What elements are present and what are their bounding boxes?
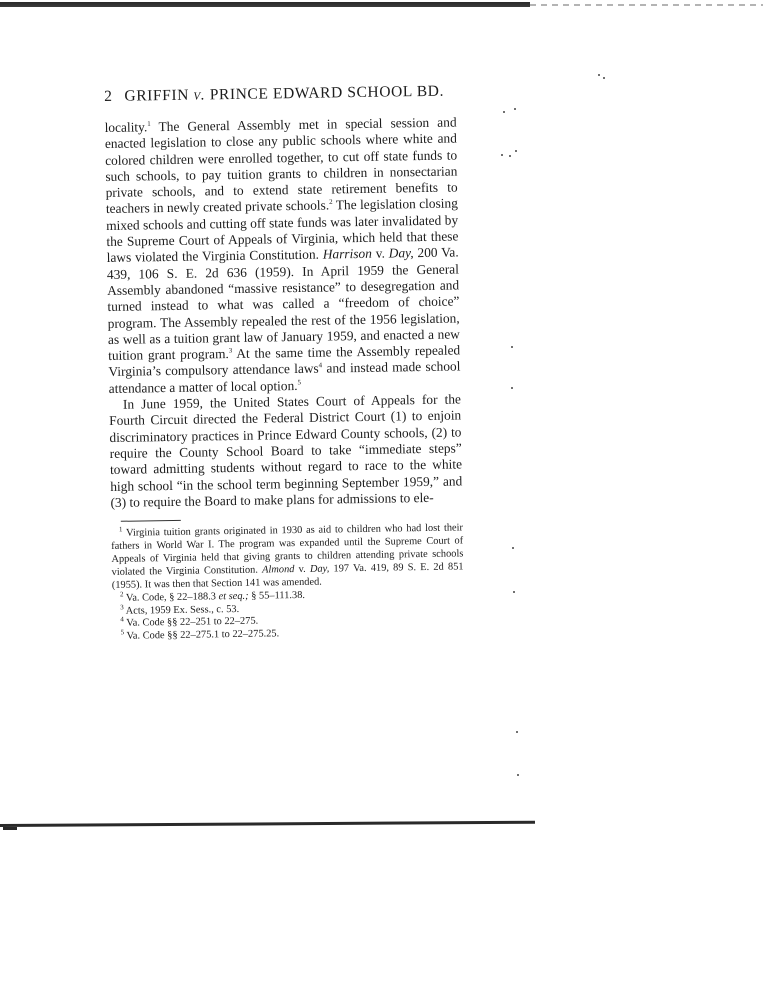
text-run: Acts, 1959 Ex. Sess., c. 53. — [123, 603, 240, 617]
case-name: Day, — [388, 245, 414, 261]
text-run: Va. Code §§ 22–275.1 to 22–275.25. — [124, 628, 280, 643]
scan-top-border — [0, 2, 530, 7]
scan-bottom-border — [0, 821, 535, 827]
text-run: Va. Code, § 22–188.3 — [123, 590, 219, 604]
case-name: Almond — [262, 563, 295, 576]
footnotes — [111, 523, 465, 645]
text-run: 197 Va. 419, 89 S. E. 2d 851 (1955). It was then that Section 141 was amended. — [111, 561, 464, 591]
footnote-ref: 4 — [318, 361, 323, 370]
footnote-number: 3 — [120, 602, 124, 611]
text-run: Virginia tuition grants originated in 1930 as aid to children who had lost their fathers in World War I. The program was expanded until the Supreme Court of Appeals of Virginia held that giving grants to children attending private schools violated the Virginia Constitution. — [111, 522, 464, 578]
scan-bottom-mark — [3, 827, 17, 830]
scan-speck — [511, 346, 513, 348]
footnote-number: 5 — [120, 628, 125, 637]
case-title-v: v. — [193, 86, 206, 104]
scan-speck — [512, 547, 514, 549]
scan-speck — [514, 108, 516, 110]
paragraph-1 — [105, 114, 461, 397]
case-title-part2: PRINCE EDWARD SCHOOL BD. — [209, 82, 445, 104]
case-title-part1: GRIFFIN — [124, 86, 190, 105]
scan-speck — [513, 591, 515, 593]
footnote-ref: 1 — [147, 119, 151, 128]
footnote-ref: 3 — [228, 346, 233, 355]
citation-italic: et seq.; — [218, 590, 249, 602]
scan-speck — [516, 731, 518, 733]
scan-speck — [503, 111, 505, 113]
footnote-1 — [111, 523, 464, 593]
case-title — [124, 83, 444, 106]
page-number: 2 — [104, 87, 113, 105]
text-run: locality. — [104, 119, 148, 135]
scan-speck — [598, 74, 600, 76]
text-run: At the same time the Assembly repealed Virginia’s compulsory attendance laws — [108, 342, 461, 380]
case-name: Day, — [309, 563, 330, 575]
scan-speck — [515, 150, 517, 152]
footnote-number: 4 — [120, 615, 124, 624]
text-run: Va. Code §§ 22–251 to 22–275. — [123, 616, 259, 630]
scan-speck — [501, 154, 503, 156]
footnote-ref: 2 — [329, 198, 333, 207]
text-run: v. — [294, 563, 311, 575]
running-header — [104, 82, 456, 106]
document-page — [104, 82, 465, 644]
footnote-ref: 5 — [297, 378, 302, 387]
text-run: 200 Va. 439, 106 S. E. 2d 636 (1959). In April 1959 the General Assembly abandoned “massive resistance” to desegregation and turned instead to what was called a “freedom of choice” program. The Assembly repealed the rest of the 1956 legislation, as well as a tuition grant law of January 1959, and enacted a new tuition grant program. — [106, 244, 461, 364]
paragraph-2: In June 1959, the United States Court of Appeals for the Fourth Circuit directed the Federal District Court (1) to enjoin discriminatory practices in Prince Edward County schools, (2) to require the County School Board to take “immediate steps” toward admitting students without regard to race to the white high school “in the school term beginning September 1959,” and (3) to require the Board to make plans for admissions to ele- — [109, 391, 463, 510]
body-text — [105, 114, 463, 511]
text-run: The legislation closing mixed schools and cutting off state funds was later invalidated by the Supreme Court of Appeals of Virginia, which held that these laws violated the Virginia Constitution. — [106, 195, 459, 266]
scan-speck — [603, 77, 605, 79]
scan-top-faint-border — [530, 4, 763, 6]
text-run: and instead made school attendance a matter of local option. — [108, 358, 461, 396]
footnote-divider — [121, 520, 181, 522]
case-name: Harrison — [322, 246, 373, 262]
text-run: § 55–111.38. — [248, 589, 306, 602]
scan-speck — [511, 387, 513, 389]
text-run: The General Assembly met in special session and enacted legislation to close any public schools where white and colored children were enrolled together, to cut off state funds to such schools, to pay tuition grants to children in nonsectarian private schools, and to extend state retirement benefits to teachers in newly created private schools. — [104, 114, 458, 217]
text-run: v. — [371, 245, 389, 262]
scan-speck — [517, 774, 519, 776]
scan-speck — [509, 155, 511, 157]
footnote-number: 1 — [118, 525, 123, 534]
footnote-number: 2 — [119, 589, 124, 598]
